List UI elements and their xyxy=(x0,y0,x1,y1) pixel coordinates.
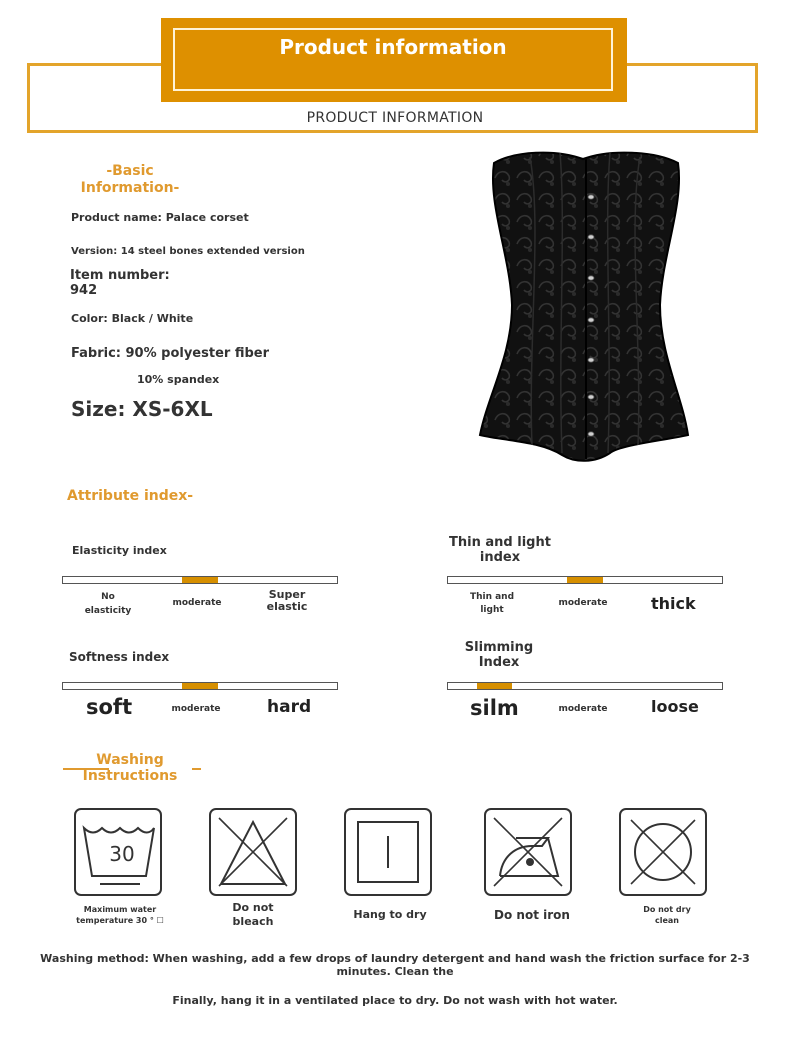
elasticity-index-title: Elasticity index xyxy=(72,544,167,557)
header-subtitle: PRODUCT INFORMATION xyxy=(306,110,484,126)
thin-light-high-label: thick xyxy=(651,594,696,613)
thin-light-index-bar xyxy=(447,576,723,584)
elasticity-mid-label: moderate xyxy=(172,598,222,608)
do-not-dry-clean-label: Do not dry clean xyxy=(643,905,691,925)
thin-light-index-fill xyxy=(567,577,603,583)
thin-light-mid-label: moderate xyxy=(558,598,608,608)
softness-low-label: soft xyxy=(86,695,133,719)
product-color: Color: Black / White xyxy=(71,312,194,325)
softness-mid-label: moderate xyxy=(171,704,221,714)
do-not-iron-label: Do not iron xyxy=(494,908,570,922)
wash-30-icon xyxy=(74,808,162,896)
slimming-mid-label: moderate xyxy=(558,704,608,714)
elasticity-high-label: Super elastic xyxy=(266,588,308,613)
slimming-index-bar xyxy=(447,682,723,690)
do-not-bleach-icon xyxy=(209,808,297,896)
softness-high-label: hard xyxy=(267,697,312,717)
wash-30-label: Maximum water temperature 30 ° ☐ xyxy=(76,905,164,925)
item-number-label: Item number: xyxy=(70,268,170,283)
elasticity-low-label: No elasticity xyxy=(84,592,132,616)
product-fabric-2: 10% spandex xyxy=(137,373,220,386)
slimming-high-label: loose xyxy=(651,697,699,716)
softness-index-bar xyxy=(62,682,338,690)
washing-method-line-2: Finally, hang it in a ventilated place to dry. Do not wash with hot water. xyxy=(172,994,618,1007)
product-fabric: Fabric: 90% polyester fiber xyxy=(71,346,269,361)
washing-method-line-1: Washing method: When washing, add a few drops of laundry detergent and hand wash the friction surface for 2-3 minutes. Clean the xyxy=(40,952,750,978)
washing-title: Washing Instructions xyxy=(82,752,178,784)
do-not-bleach-label: Do not bleach xyxy=(232,901,274,928)
basic-info-title: -Basic Information- xyxy=(80,163,180,196)
item-number: 942 xyxy=(70,283,98,298)
softness-index-fill xyxy=(182,683,218,689)
product-size: Size: XS-6XL xyxy=(71,397,213,421)
softness-index-title: Softness index xyxy=(69,650,170,664)
header-title xyxy=(173,28,613,91)
slimming-index-fill xyxy=(477,683,513,689)
hang-to-dry-icon xyxy=(344,808,432,896)
do-not-dry-clean-icon xyxy=(619,808,707,896)
corset-image xyxy=(470,145,700,475)
header-title-text: Product information xyxy=(279,35,507,59)
slimming-index-title: Slimming Index xyxy=(464,640,534,670)
product-name: Product name: Palace corset xyxy=(71,211,249,224)
wash-temperature-value: 30 xyxy=(109,842,135,866)
elasticity-index-bar xyxy=(62,576,338,584)
elasticity-index-fill xyxy=(182,577,218,583)
thin-light-low-label: Thin and light xyxy=(469,592,515,615)
attribute-index-title: Attribute index- xyxy=(67,488,194,504)
product-version: Version: 14 steel bones extended version xyxy=(71,246,305,257)
do-not-iron-icon xyxy=(484,808,572,896)
thin-light-index-title: Thin and light index xyxy=(449,535,551,565)
slimming-low-label: silm xyxy=(470,696,519,720)
hang-to-dry-label: Hang to dry xyxy=(353,908,427,921)
